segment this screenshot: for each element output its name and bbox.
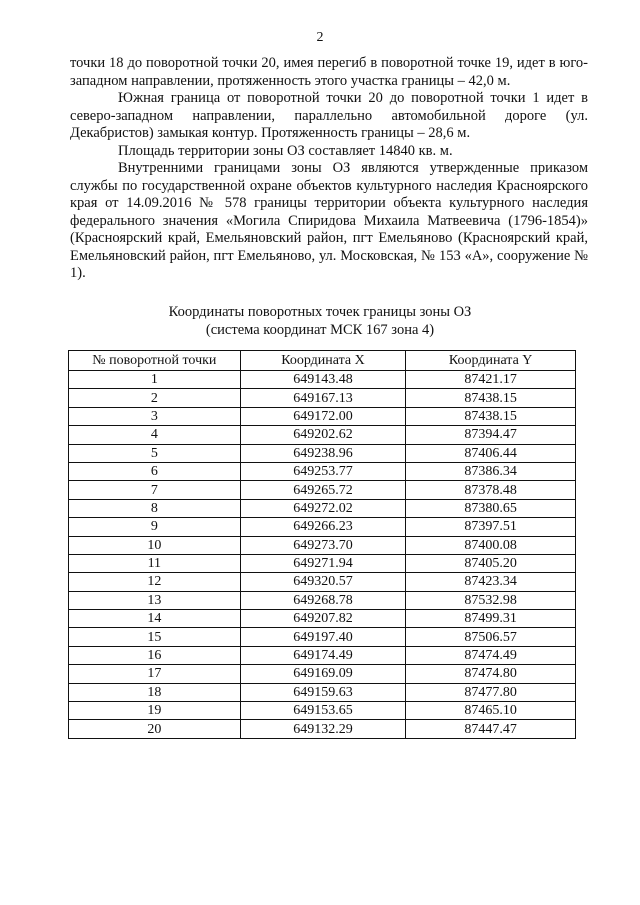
header-coordinate-x: Координата X [240, 351, 406, 371]
cell-coordinate-x: 649197.40 [240, 628, 406, 646]
page-number: 2 [316, 30, 324, 45]
table-row [69, 702, 576, 720]
cell-coordinate-y: 87447.47 [406, 720, 576, 738]
cell-coordinate-y: 87394.47 [406, 426, 576, 444]
table-row [69, 536, 576, 554]
table-title [0, 303, 640, 339]
cell-coordinate-x: 649320.57 [240, 573, 406, 591]
cell-coordinate-y: 87386.34 [406, 462, 576, 480]
cell-coordinate-y: 87380.65 [406, 499, 576, 517]
table-header-row [69, 351, 576, 371]
cell-coordinate-x: 649272.02 [240, 499, 406, 517]
cell-point-number: 13 [69, 591, 241, 609]
cell-point-number: 2 [69, 389, 241, 407]
cell-coordinate-y: 87406.44 [406, 444, 576, 462]
cell-coordinate-x: 649172.00 [240, 407, 406, 425]
cell-coordinate-x: 649159.63 [240, 683, 406, 701]
cell-coordinate-x: 649253.77 [240, 462, 406, 480]
cell-point-number: 14 [69, 610, 241, 628]
paragraph-zone-area: Площадь территории зоны ОЗ составляет 14840 кв. м. [118, 142, 453, 159]
cell-coordinate-y: 87397.51 [406, 518, 576, 536]
table-row [69, 610, 576, 628]
table-row [69, 720, 576, 738]
cell-coordinate-y: 87477.80 [406, 683, 576, 701]
table-row [69, 573, 576, 591]
cell-point-number: 16 [69, 646, 241, 664]
cell-point-number: 11 [69, 554, 241, 572]
cell-coordinate-x: 649174.49 [240, 646, 406, 664]
cell-point-number: 10 [69, 536, 241, 554]
cell-coordinate-x: 649207.82 [240, 610, 406, 628]
cell-point-number: 4 [69, 426, 241, 444]
cell-coordinate-x: 649153.65 [240, 702, 406, 720]
cell-point-number: 8 [69, 499, 241, 517]
cell-coordinate-x: 649238.96 [240, 444, 406, 462]
table-row [69, 683, 576, 701]
table-row [69, 499, 576, 517]
cell-point-number: 1 [69, 371, 241, 389]
table-row [69, 426, 576, 444]
cell-point-number: 15 [69, 628, 241, 646]
cell-coordinate-y: 87474.80 [406, 665, 576, 683]
cell-coordinate-x: 649132.29 [240, 720, 406, 738]
cell-coordinate-x: 649271.94 [240, 554, 406, 572]
cell-coordinate-y: 87438.15 [406, 389, 576, 407]
cell-coordinate-y: 87499.31 [406, 610, 576, 628]
cell-coordinate-y: 87465.10 [406, 702, 576, 720]
cell-coordinate-x: 649265.72 [240, 481, 406, 499]
cell-point-number: 17 [69, 665, 241, 683]
table-row [69, 591, 576, 609]
cell-coordinate-y: 87438.15 [406, 407, 576, 425]
cell-coordinate-y: 87474.49 [406, 646, 576, 664]
cell-coordinate-y: 87400.08 [406, 536, 576, 554]
table-row [69, 481, 576, 499]
cell-point-number: 12 [69, 573, 241, 591]
cell-coordinate-x: 649273.70 [240, 536, 406, 554]
cell-coordinate-x: 649167.13 [240, 389, 406, 407]
cell-coordinate-y: 87423.34 [406, 573, 576, 591]
table-title-line-2: (система координат МСК 167 зона 4) [205, 322, 435, 338]
cell-coordinate-x: 649266.23 [240, 518, 406, 536]
table-row [69, 407, 576, 425]
paragraph-inner-boundaries: Внутренними границами зоны ОЗ являются утвержденные приказом службы по государственной охране объектов культурного наследия Красноярского края от 14.09.2016 № 578 границы территории объекта культурного наследия федерального значения «Могила Спиридова Михаила Матвеевича (1796-1854)» (Красноярский край, Емельяновский район, пгт Емельяново (Красноярский край, Емельяновский район, пгт Емельяново, ул. Московская, № 153 «А», сооружение № 1). [70, 160, 588, 281]
cell-point-number: 5 [69, 444, 241, 462]
cell-point-number: 6 [69, 462, 241, 480]
cell-coordinate-x: 649268.78 [240, 591, 406, 609]
table-row [69, 462, 576, 480]
table-title-line-1: Координаты поворотных точек границы зоны ОЗ [168, 304, 472, 320]
header-point-number: № поворотной точки [69, 351, 241, 371]
table-row [69, 389, 576, 407]
cell-coordinate-y: 87378.48 [406, 481, 576, 499]
cell-coordinate-y: 87405.20 [406, 554, 576, 572]
table-row [69, 371, 576, 389]
table-row [69, 646, 576, 664]
table-row [69, 518, 576, 536]
cell-coordinate-y: 87421.17 [406, 371, 576, 389]
document-body [70, 55, 588, 283]
cell-coordinate-x: 649143.48 [240, 371, 406, 389]
cell-point-number: 18 [69, 683, 241, 701]
cell-point-number: 7 [69, 481, 241, 499]
cell-coordinate-x: 649169.09 [240, 665, 406, 683]
cell-coordinate-x: 649202.62 [240, 426, 406, 444]
header-coordinate-y: Координата Y [406, 351, 576, 371]
table-row [69, 444, 576, 462]
table-row [69, 554, 576, 572]
cell-point-number: 3 [69, 407, 241, 425]
table-body [69, 371, 576, 739]
table-row [69, 665, 576, 683]
paragraph-south-west-segment: точки 18 до поворотной точки 20, имея перегиб в поворотной точке 19, идет в юго-западном направлении, протяженность этого участка границы – 42,0 м. [70, 55, 588, 89]
cell-point-number: 19 [69, 702, 241, 720]
cell-coordinate-y: 87506.57 [406, 628, 576, 646]
coordinates-table [68, 350, 576, 739]
paragraph-south-boundary: Южная граница от поворотной точки 20 до поворотной точки 1 идет в северо-западном направлении, параллельно автомобильной дороге (ул. Декабристов) замыкая контур. Протяженность границы – 28,6 м. [70, 90, 588, 141]
table-row [69, 628, 576, 646]
cell-point-number: 20 [69, 720, 241, 738]
cell-point-number: 9 [69, 518, 241, 536]
cell-coordinate-y: 87532.98 [406, 591, 576, 609]
